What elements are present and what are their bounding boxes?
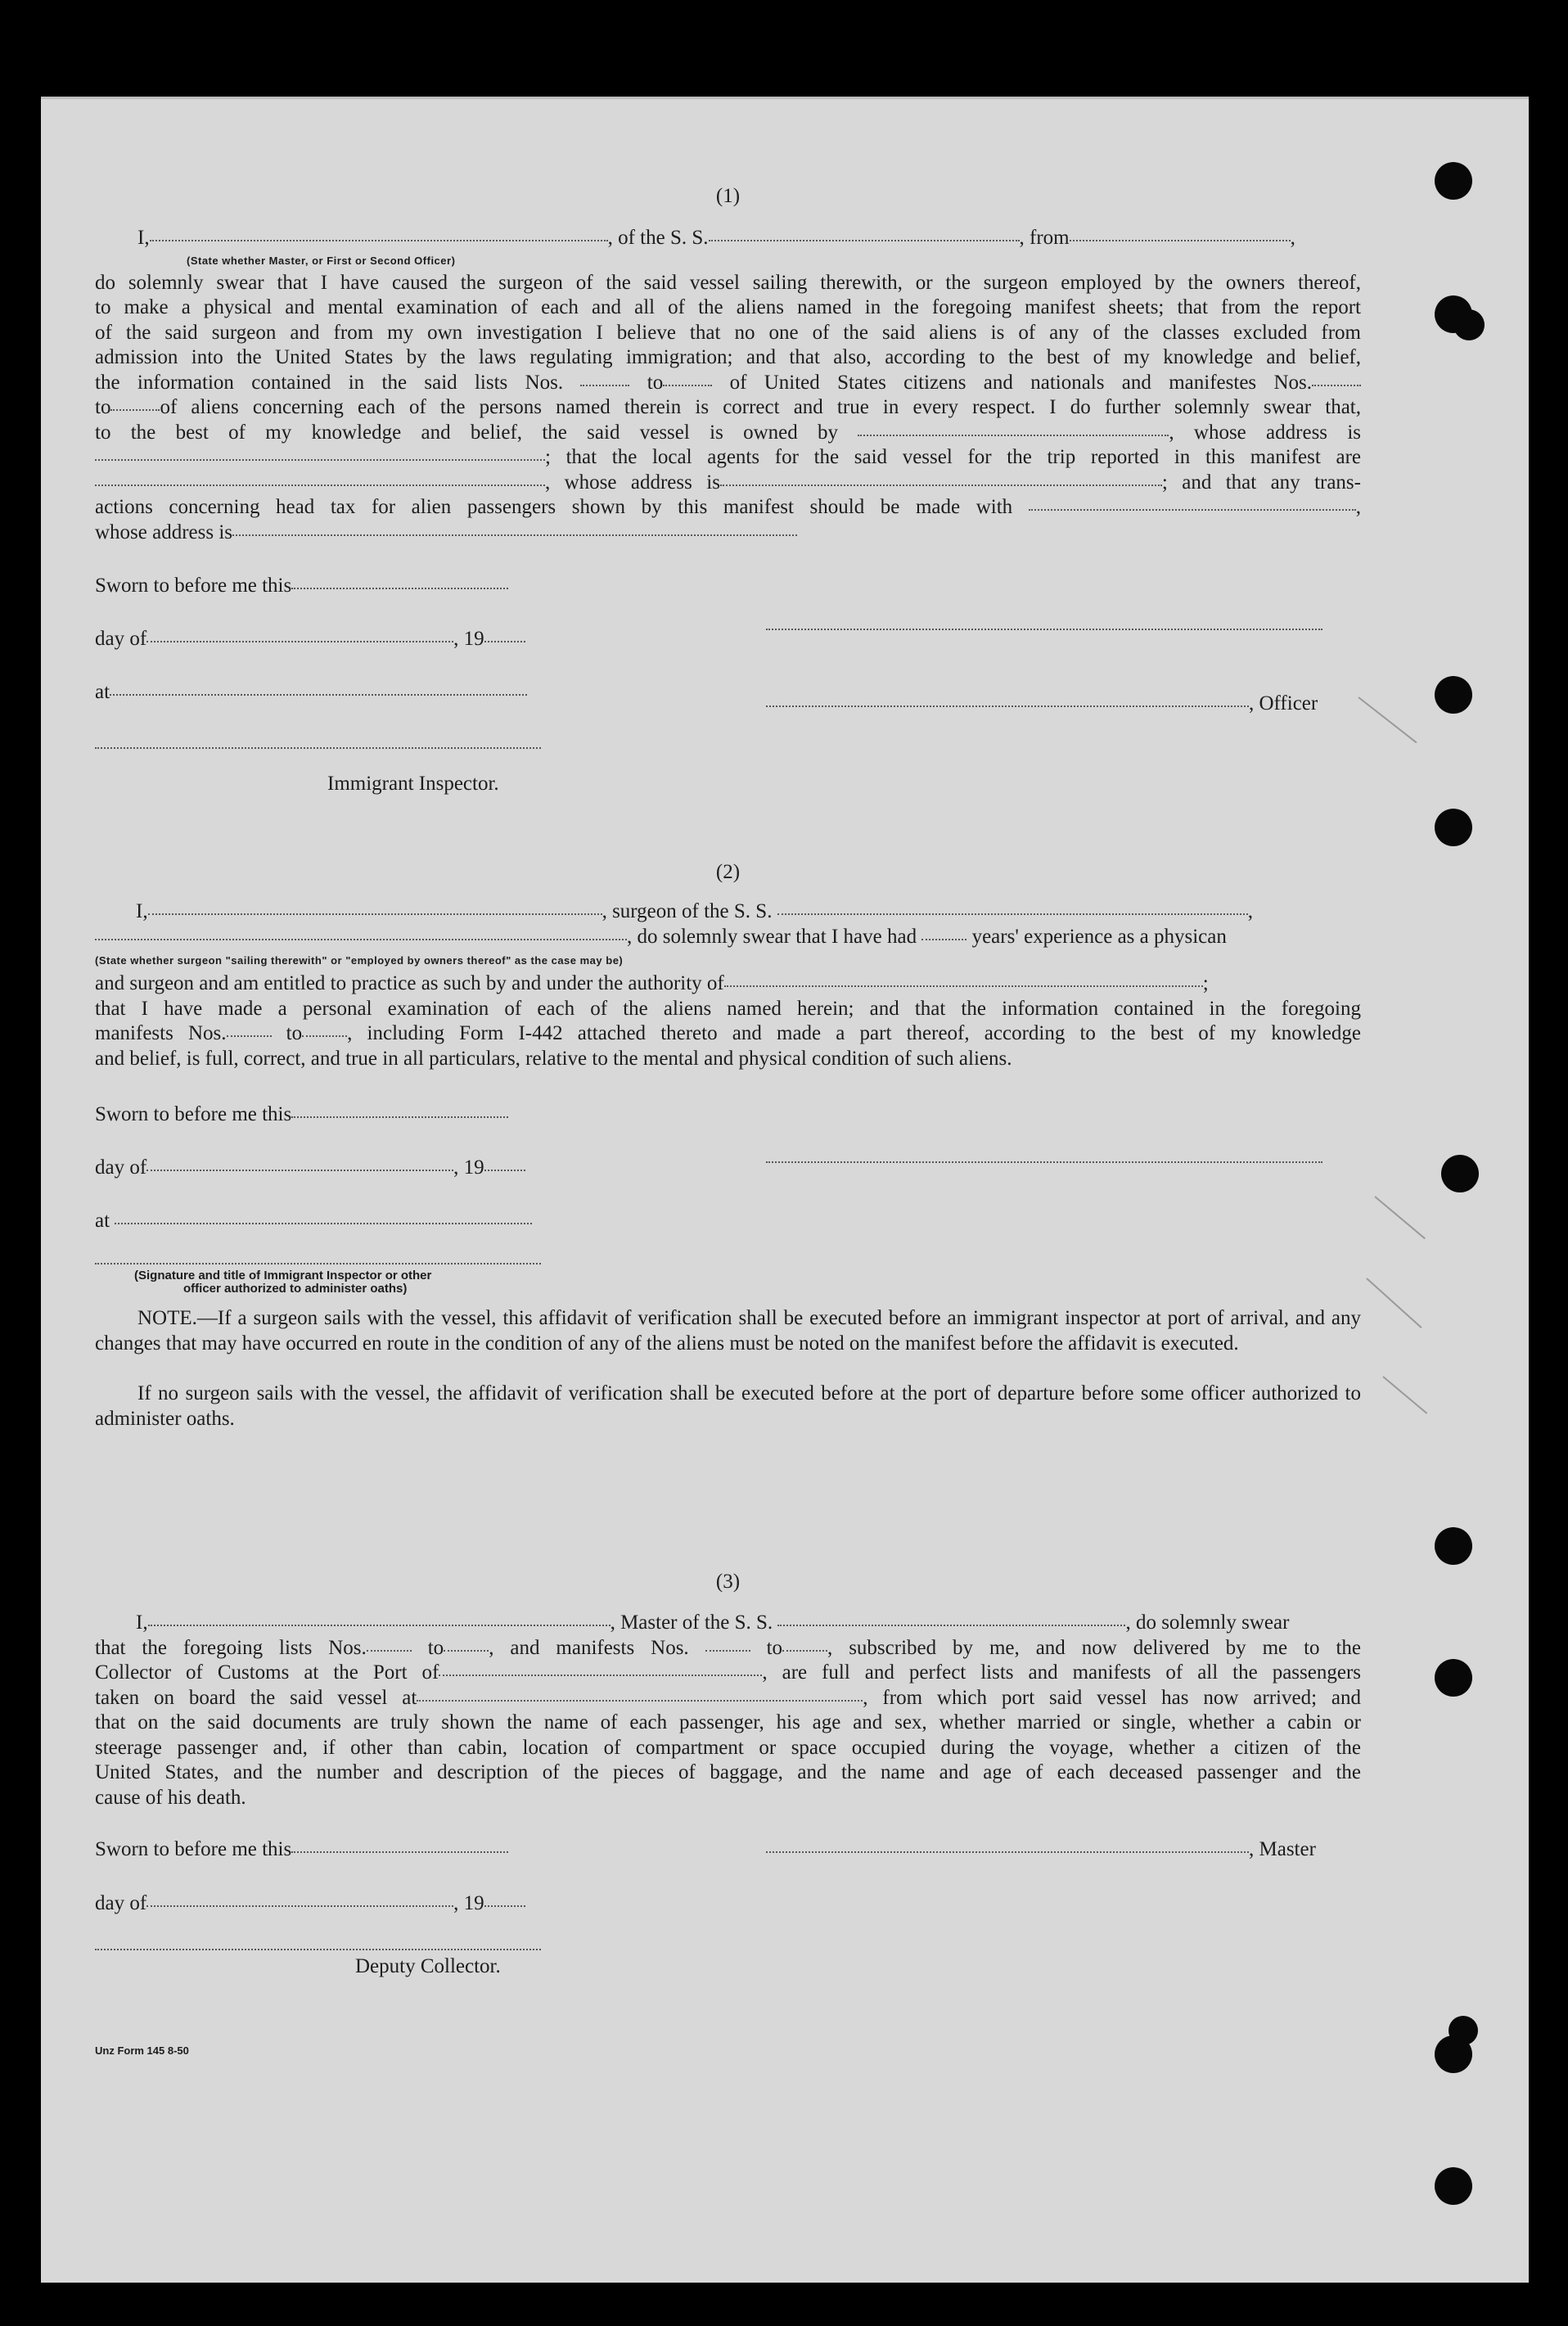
s1-paragraph-line: actions concerning head tax for alien passengers shown by this manifest should be made with ,	[95, 496, 1361, 518]
s1-paragraph-line: to of aliens concerning each of the persons named therein is correct and true in every respect. I do further solemnly swear that,	[95, 396, 1361, 418]
s2-inspector-line	[95, 1261, 541, 1264]
paper-crease	[1366, 1278, 1422, 1328]
s1-paragraph-line: of the said surgeon and from my own investigation I believe that no one of the said aliens is of any of the classes excluded from	[95, 322, 1361, 344]
s2-sworn-line: Sworn to before me this	[95, 1102, 1361, 1128]
s1-line-officer: I, , of the S. S. , from ,	[137, 227, 1295, 249]
s3-paragraph-line: that the foregoing lists Nos. to , and manifests Nos. to , subscribed by me, and now delivered by me to the	[95, 1637, 1362, 1659]
s3-paragraph-line: taken on board the said vessel at , from which port said vessel has now arrived; and	[95, 1687, 1361, 1709]
s3-collector-line	[95, 1947, 541, 1950]
s1-paragraph-line: do solemnly swear that I have caused the surgeon of the said vessel sailing therewith, or the surgeon employed by the owners thereof,	[95, 272, 1361, 294]
s2-surgeon-hint: (State whether surgeon "sailing therewith" or "employed by owners thereof" as the case may be)	[95, 954, 624, 967]
punch-hole	[1435, 162, 1472, 200]
paper-crease	[1374, 1196, 1426, 1239]
s2-paragraph-line: manifests Nos. to , including Form I-442 attached thereto and made a part thereof, according to the best of my knowledge	[95, 1022, 1361, 1044]
manifest-sheet	[41, 97, 1529, 2283]
s1-paragraph-line: admission into the United States by the laws regulating immigration; and that also, according to the best of my knowledge and belief,	[95, 346, 1361, 368]
s2-paragraph-line: that I have made a personal examination of each of the aliens named herein; and that the information contained in the foregoing	[95, 998, 1361, 1020]
form-number: Unz Form 145 8-50	[95, 2044, 189, 2057]
s1-paragraph-line: to the best of my knowledge and belief, the said vessel is owned by , whose address is	[95, 421, 1362, 444]
s2-note-paragraph: NOTE.—If a surgeon sails with the vessel, this affidavit of verification shall be executed before an immigrant inspector at port of arrival, and any changes that may have occurred en route in the condition of any of the aliens must be noted on the manifest before the affidavit is executed.	[95, 1307, 1361, 1355]
s1-inspector-title: Immigrant Inspector.	[327, 773, 499, 795]
s3-paragraph-line: steerage passenger and, if other than cabin, location of compartment or space occupied during the voyage, whether a citizen of the	[95, 1737, 1361, 1759]
s2-at-line: at	[95, 1209, 1361, 1234]
paper-crease	[1382, 1376, 1427, 1414]
s2-signature-caption: (Signature and title of Immigrant Inspector or other officer authorized to administer oaths)	[134, 1269, 432, 1296]
s1-at-line: at	[95, 680, 1361, 705]
s3-paragraph-line: that on the said documents are truly shown the name of each passenger, his age and sex, whether married or single, whether a cabin or	[95, 1711, 1361, 1733]
s3-sworn-line: Sworn to before me this	[95, 1837, 1361, 1863]
s3-line-master: I, , Master of the S. S. , do solemnly swear	[136, 1612, 1290, 1634]
s2-line-swear: , do solemnly swear that I have had years' experience as a physican	[95, 925, 1361, 950]
s2-paragraph-line: and surgeon and am entitled to practice as such by and under the authority of ;	[95, 972, 1209, 994]
s1-paragraph-line: ; that the local agents for the said vessel for the trip reported in this manifest are	[95, 445, 1361, 471]
punch-hole	[1449, 2016, 1478, 2045]
s3-day-line: day of , 19	[95, 1891, 1361, 1917]
punch-hole	[1441, 1155, 1479, 1192]
s2-paragraph-line: and belief, is full, correct, and true in all particulars, relative to the mental and physical condition of such aliens.	[95, 1048, 1012, 1070]
punch-hole	[1435, 1527, 1472, 1565]
s1-officer-line: , Officer	[766, 692, 1361, 717]
s3-paragraph-line: United States, and the number and description of the pieces of baggage, and the name and age of each deceased passenger and the	[95, 1761, 1361, 1783]
section-1-heading: (1)	[715, 185, 741, 207]
s2-note-paragraph: If no surgeon sails with the vessel, the affidavit of verification shall be executed before at the port of departure before some officer authorized to administer oaths.	[95, 1382, 1361, 1430]
punch-hole	[1453, 309, 1485, 340]
s3-collector-title: Deputy Collector.	[355, 1955, 501, 1977]
punch-hole	[1435, 676, 1472, 714]
s1-paragraph-line: whose address is	[95, 521, 1361, 546]
s1-inspector-line	[95, 746, 541, 749]
punch-hole	[1435, 809, 1472, 846]
s1-sworn-line: Sworn to before me this	[95, 574, 1361, 599]
punch-hole	[1435, 2167, 1472, 2205]
s1-paragraph-line: the information contained in the said lists Nos. to of United States citizens and nationals and manifestes Nos.	[95, 371, 1361, 396]
s1-paragraph-line: , whose address is ; and that any trans-	[95, 471, 1361, 496]
section-3-heading: (3)	[715, 1571, 741, 1593]
s2-line-surgeon: I, , surgeon of the S. S. ,	[136, 900, 1253, 922]
s3-paragraph-line: cause of his death.	[95, 1787, 246, 1809]
s1-day-line: day of , 19	[95, 627, 1361, 652]
section-2-heading: (2)	[715, 861, 741, 883]
paper-crease	[1358, 696, 1417, 743]
s3-master-line: , Master	[766, 1837, 1361, 1863]
s3-paragraph-line: Collector of Customs at the Port of , are full and perfect lists and manifests of all the passengers	[95, 1661, 1361, 1684]
s1-officer-hint: (State whether Master, or First or Second Officer)	[187, 255, 456, 267]
punch-hole	[1435, 1659, 1472, 1697]
s2-day-line: day of , 19	[95, 1156, 1361, 1181]
s1-paragraph-line: to make a physical and mental examination of each and all of the aliens named in the foregoing manifest sheets; that from the report	[95, 296, 1361, 318]
